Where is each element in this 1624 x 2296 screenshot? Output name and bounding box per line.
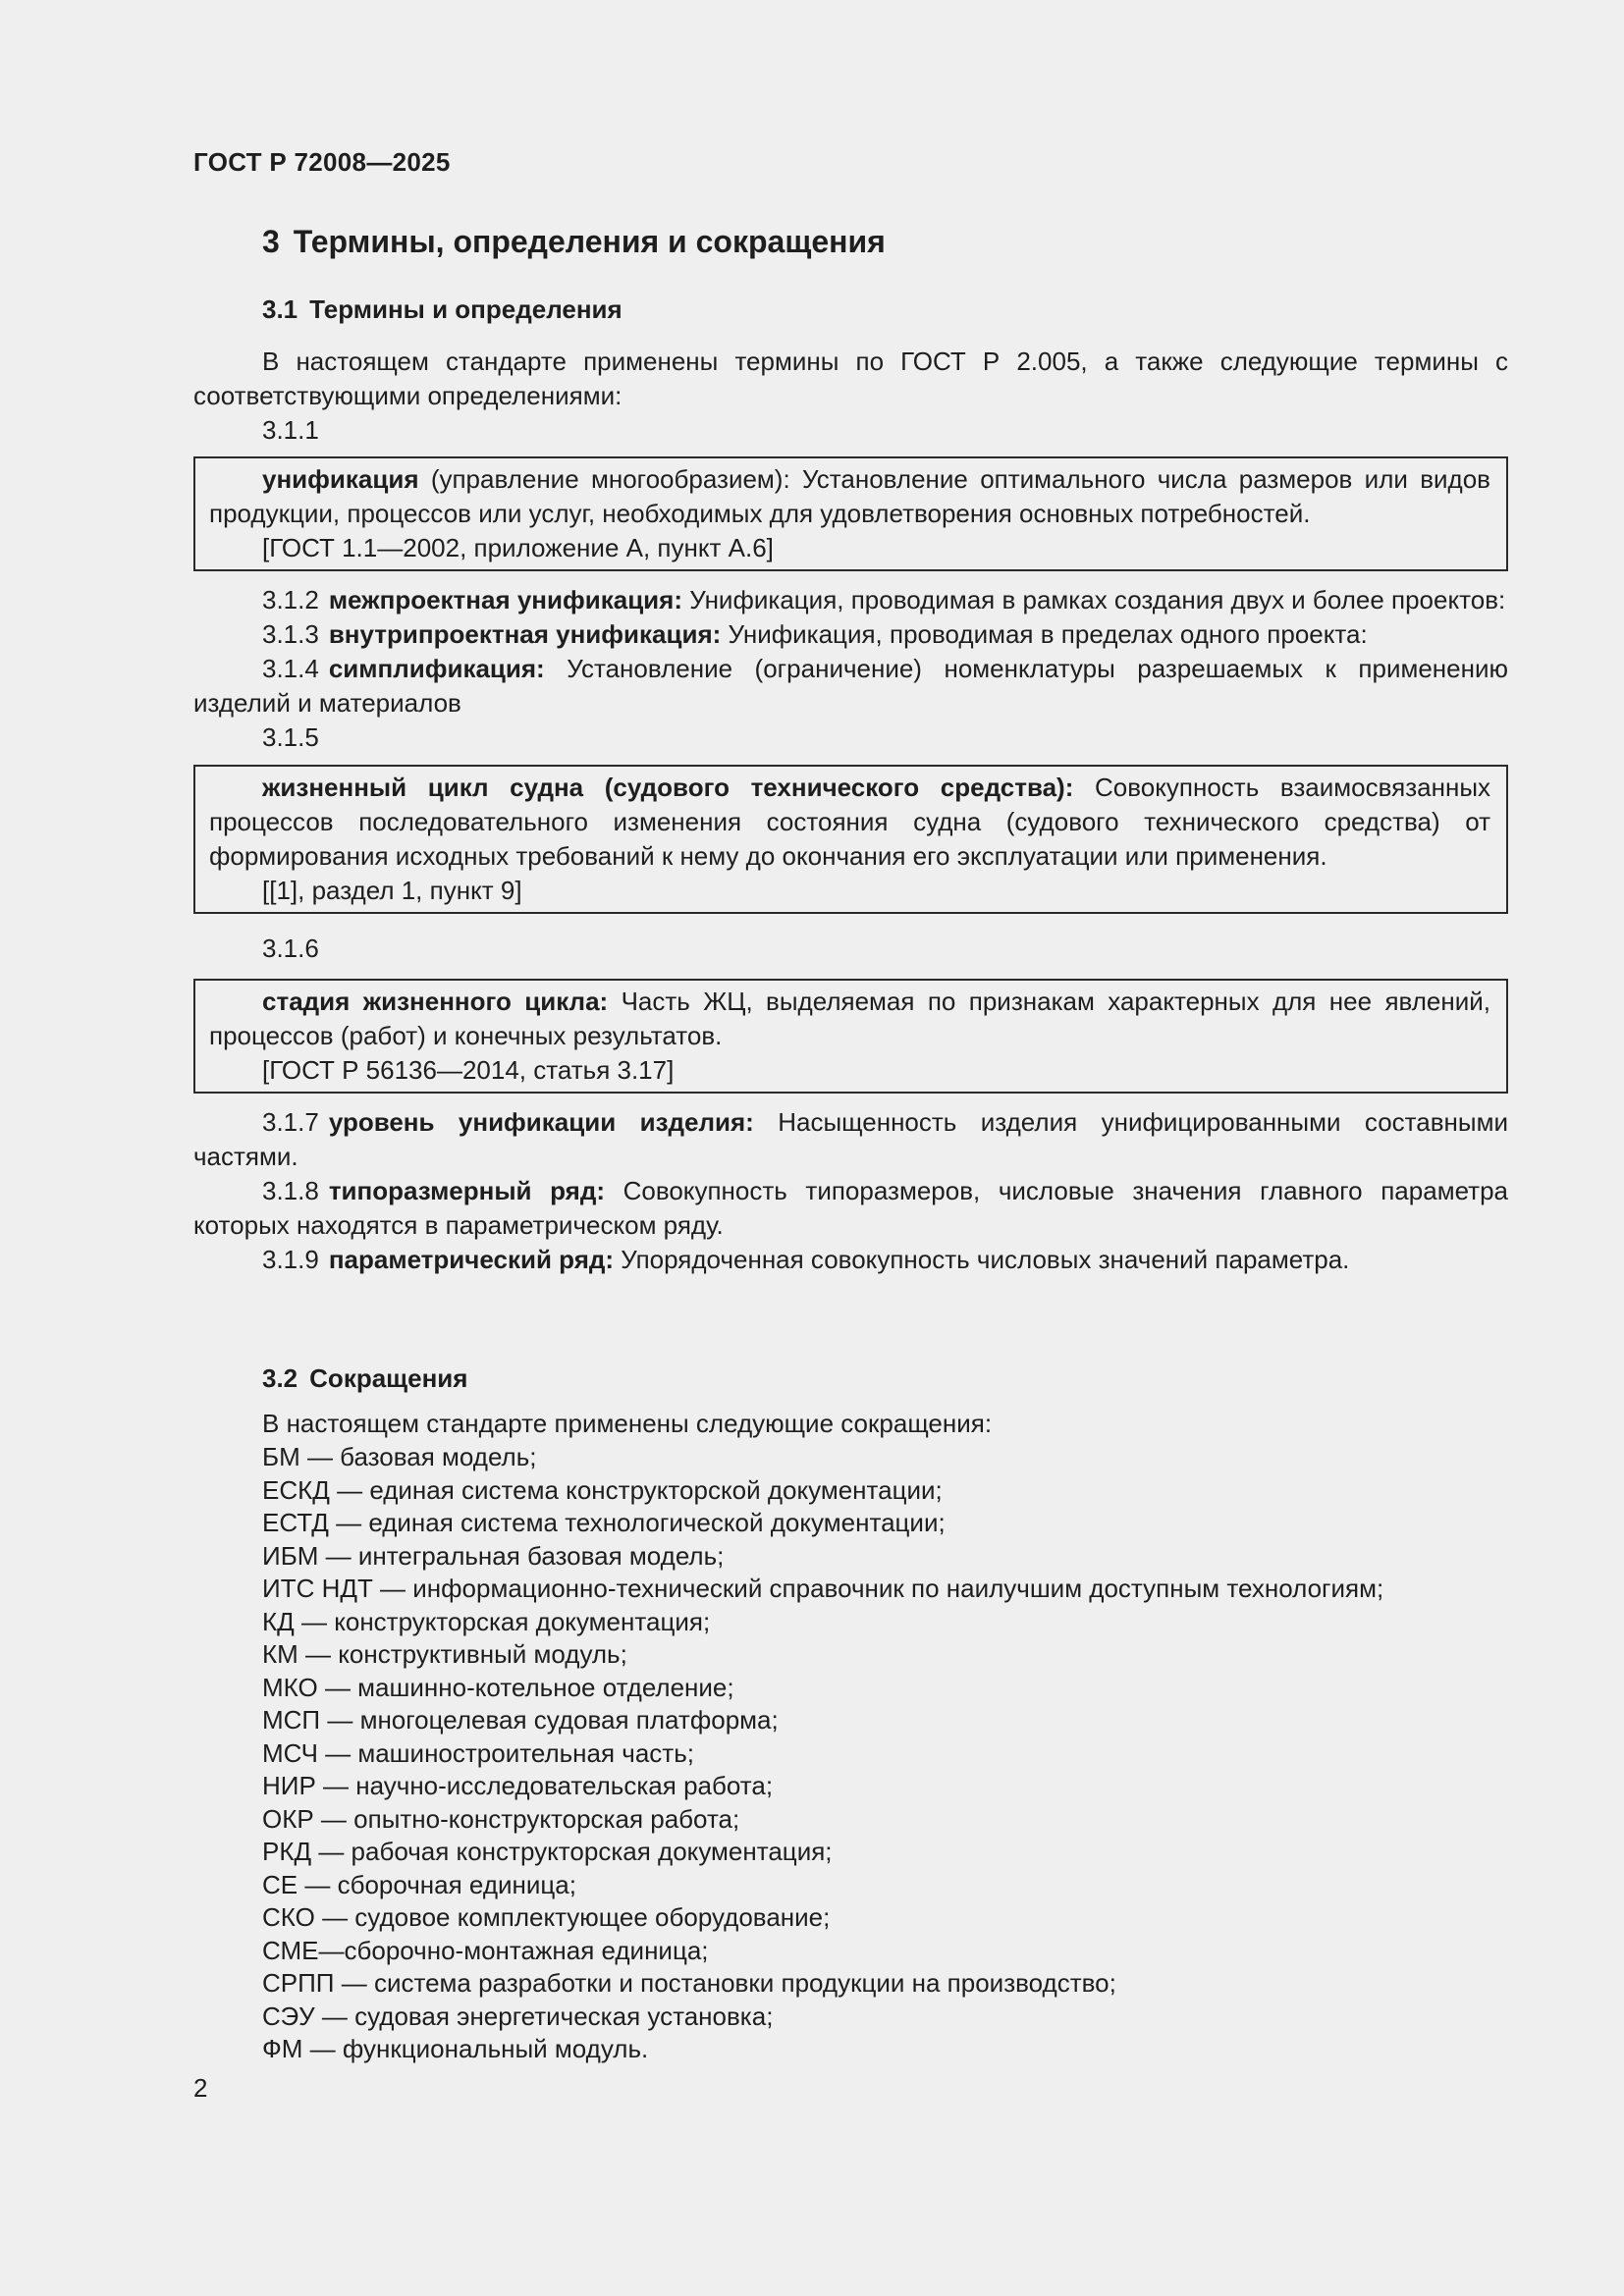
term-source: [ГОСТ 1.1—2002, приложение А, пункт А.6] <box>262 533 774 562</box>
term-box-unification <box>193 456 1508 571</box>
term-text: Упорядоченная совокупность числовых значений параметра. <box>614 1245 1350 1274</box>
term-text: Унификация, проводимая в пределах одного проекта: <box>721 619 1368 649</box>
term-definition <box>209 985 1490 1053</box>
term-text: Установление (ограничение) номенклатуры разрешаемых к применению изделий и материалов <box>193 654 1508 718</box>
section-3-1-heading <box>262 294 623 325</box>
abbreviation-item: ИБМ — интегральная базовая модель; <box>262 1540 725 1571</box>
term-number: 3.1.4 <box>262 654 319 683</box>
term-name: межпроектная унификация: <box>328 585 682 614</box>
term-number: 3.1.3 <box>262 619 319 649</box>
abbreviations-intro: В настоящем стандарте применены следующие сокращения: <box>262 1409 993 1438</box>
abbreviation-item: КМ — конструктивный модуль; <box>262 1639 627 1669</box>
term-entry <box>193 583 1508 617</box>
term-entry <box>193 1174 1508 1243</box>
section-title: Термины, определения и сокращения <box>293 224 886 259</box>
term-number: 3.1.9 <box>262 1245 319 1274</box>
abbreviation-item: КД — конструкторская документация; <box>262 1606 711 1636</box>
term-name: симплификация: <box>328 654 545 683</box>
abbreviation-item: МСП — многоцелевая судовая платформа; <box>262 1705 779 1735</box>
abbreviation-item: СЕ — сборочная единица; <box>262 1869 576 1899</box>
term-box-life-cycle <box>193 765 1508 914</box>
term-name: внутрипроектная унификация: <box>328 619 722 649</box>
term-text: Совокупность взаимосвязанных процессов последовательного изменения состояния судна (судового технического средства) от формирования исходных требований к нему до окончания его эксплуатации или применения. <box>209 773 1491 871</box>
term-name: типоразмерный ряд: <box>328 1176 605 1205</box>
term-number: 3.1.1 <box>262 415 319 445</box>
abbreviation-item: НИР — научно-исследовательская работа; <box>262 1771 774 1800</box>
section-3-heading <box>262 224 886 260</box>
abbreviations-list <box>193 1441 1508 2066</box>
abbreviation-item: ЕСКД — единая система конструкторской документации; <box>262 1474 943 1505</box>
term-source: [ГОСТ Р 56136—2014, статья 3.17] <box>262 1055 675 1085</box>
term-number: 3.1.6 <box>262 934 319 963</box>
term-number: 3.1.8 <box>262 1176 319 1205</box>
section-3-2-heading <box>262 1363 467 1394</box>
abbreviation-item: СЭУ — судовая энергетическая установка; <box>262 2001 774 2031</box>
term-entry <box>193 1243 1508 1277</box>
term-box-life-cycle-stage <box>193 979 1508 1094</box>
standard-header: ГОСТ Р 72008—2025 <box>193 147 451 177</box>
abbreviation-item: МКО — машинно-котельное отделение; <box>262 1672 734 1702</box>
term-text: Совокупность типоразмеров, числовые значения главного параметра которых находятся в параметрическом ряду. <box>193 1176 1508 1240</box>
term-text: Унификация, проводимая в рамках создания двух и более проектов: <box>682 585 1506 614</box>
section-title: Термины и определения <box>309 294 623 324</box>
abbreviations-body <box>193 1407 1508 2066</box>
term-entry <box>193 617 1508 652</box>
section-number: 3.2 <box>262 1363 298 1393</box>
term-name: жизненный цикл судна (судового технического средства): <box>262 773 1074 802</box>
abbreviation-item: ИТС НДТ — информационно-технический справочник по наилучшим доступным технологиям; <box>262 1574 1384 1603</box>
term-entry <box>193 1105 1508 1174</box>
term-name: унификация <box>262 464 419 494</box>
terms-body <box>193 345 1508 1277</box>
section-number: 3 <box>262 224 280 259</box>
abbreviation-item: БМ — базовая модель; <box>262 1442 537 1471</box>
term-source: [[1], раздел 1, пункт 9] <box>262 876 522 905</box>
term-definition <box>209 771 1490 874</box>
term-number: 3.1.2 <box>262 585 319 614</box>
abbreviation-item: МСЧ — машиностроительная часть; <box>262 1737 694 1768</box>
abbreviation-item: СРПП — система разработки и постановки продукции на производство; <box>262 1968 1116 1998</box>
section-title: Сокращения <box>309 1363 468 1393</box>
term-text: Насыщенность изделия унифицированными составными частями. <box>193 1107 1508 1171</box>
abbreviation-item: РКД — рабочая конструкторская документация; <box>262 1837 833 1866</box>
term-definition <box>209 462 1490 531</box>
term-text: (управление многообразием): Установление оптимального числа размеров или видов продукции, процессов или услуг, необходимых для удовлетворения основных потребностей. <box>209 464 1490 528</box>
terms-intro: В настоящем стандарте применены термины по ГОСТ Р 2.005, а также следующие термины с соответствующими определениями: <box>193 347 1508 410</box>
section-number: 3.1 <box>262 294 298 324</box>
page-number: 2 <box>193 2073 208 2103</box>
abbreviation-item: ЕСТД — единая система технологической документации; <box>262 1508 946 1537</box>
term-name: параметрический ряд: <box>328 1245 615 1274</box>
abbreviation-item: ОКР — опытно-конструкторская работа; <box>262 1803 740 1834</box>
term-number: 3.1.5 <box>262 722 319 752</box>
term-name: стадия жизненного цикла: <box>262 987 609 1016</box>
term-number: 3.1.7 <box>262 1107 319 1137</box>
term-name: уровень унификации изделия: <box>328 1107 754 1137</box>
term-entry <box>193 652 1508 721</box>
abbreviation-item: СМЕ—сборочно-монтажная единица; <box>262 1935 709 1965</box>
term-text: Часть ЖЦ, выделяемая по признакам характерных для нее явлений, процессов (работ) и конечных результатов. <box>209 987 1490 1050</box>
abbreviation-item: СКО — судовое комплектующее оборудование; <box>262 1902 831 1932</box>
abbreviation-item: ФМ — функциональный модуль. <box>262 2034 649 2063</box>
